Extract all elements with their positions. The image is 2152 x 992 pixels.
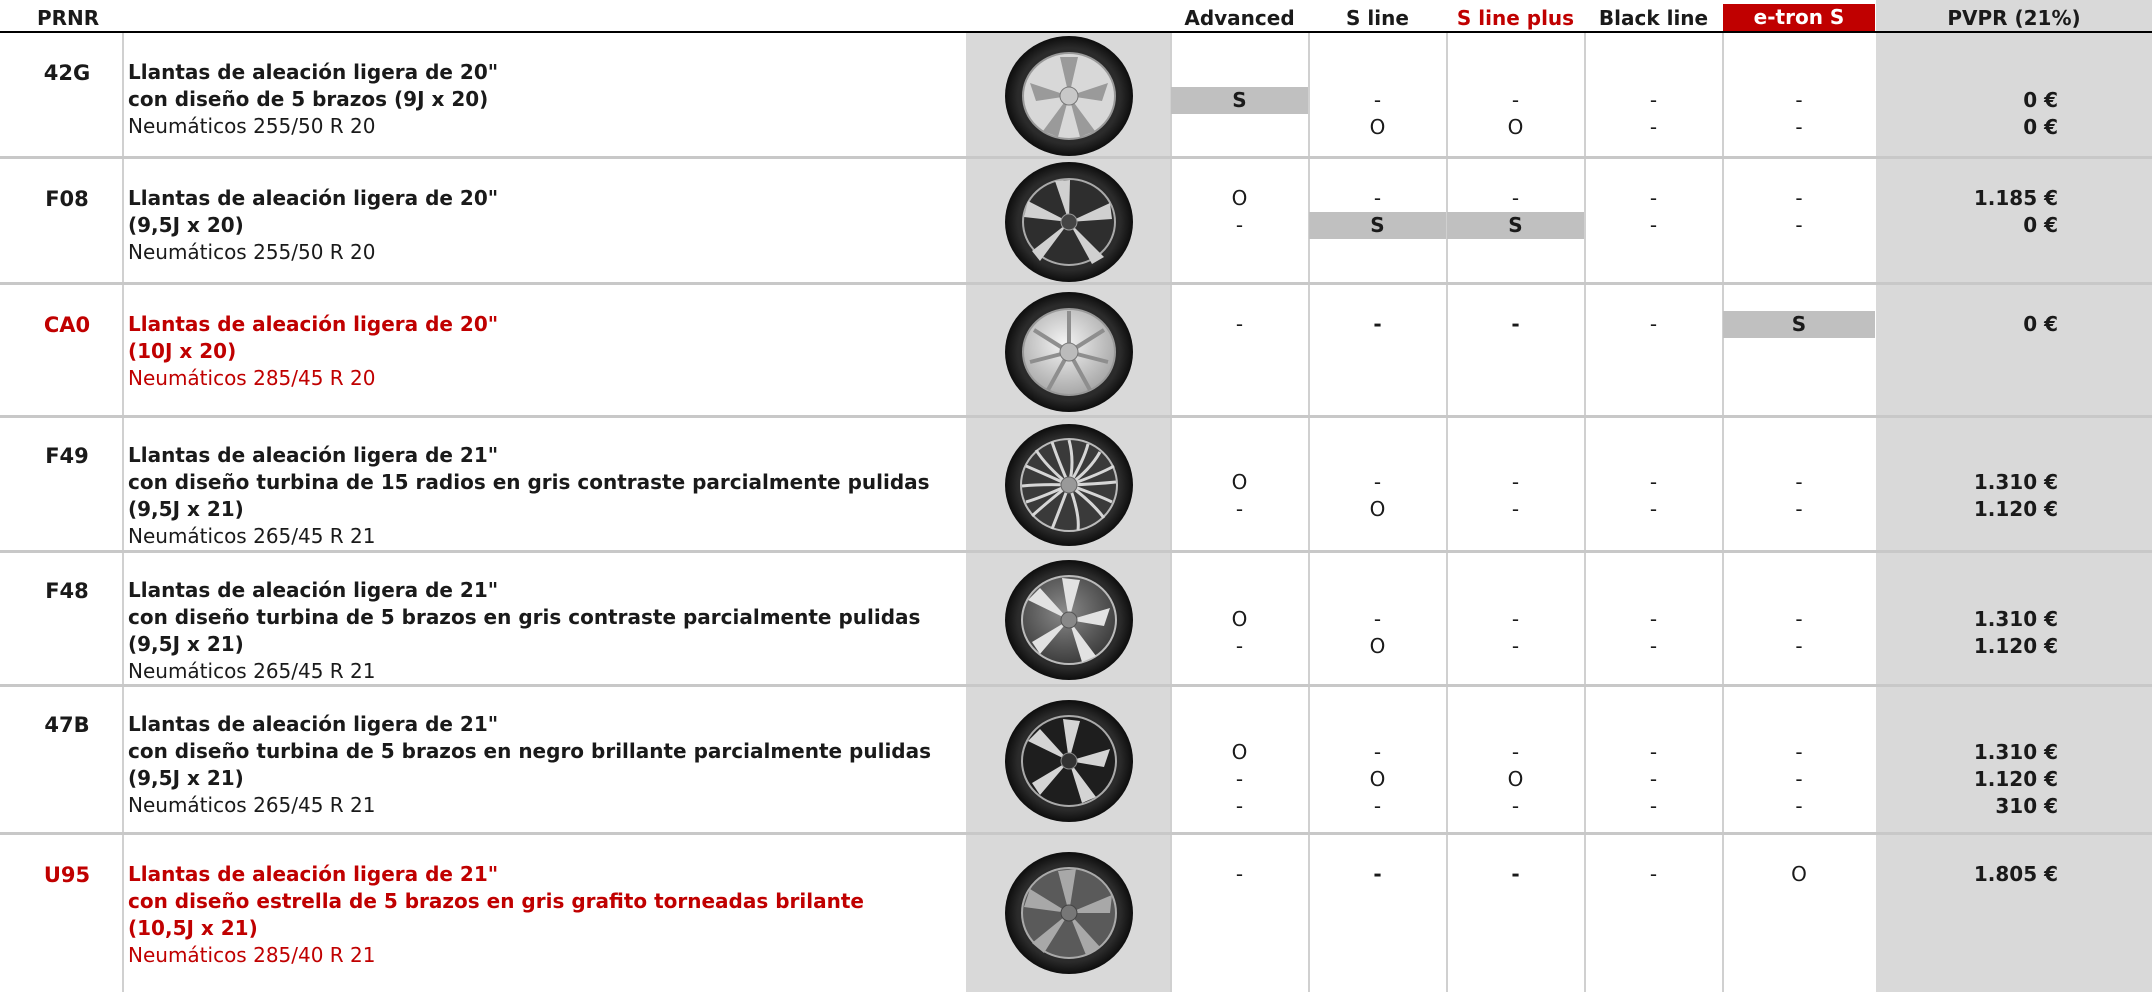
tyre-size: Neumáticos 265/45 R 21 <box>128 793 376 817</box>
cell-value: - <box>1373 794 1382 818</box>
cell-advanced <box>1171 311 1308 338</box>
cell-sline <box>1309 606 1446 660</box>
header-prnr: PRNR <box>37 6 100 30</box>
cell-value: - <box>1649 607 1658 631</box>
cell-value: 310 € <box>1995 794 2058 818</box>
cell-sline-plus <box>1447 606 1584 660</box>
cell-value: - <box>1649 634 1658 658</box>
cell-value: - <box>1649 186 1658 210</box>
cell-price <box>1876 469 2058 523</box>
description-line: Llantas de aleación ligera de 20" <box>128 186 499 210</box>
cell-value: - <box>1511 607 1520 631</box>
cell-value: 1.120 € <box>1973 767 2058 791</box>
cell-black-line <box>1585 606 1722 660</box>
wheel-description <box>128 59 498 140</box>
prnr-code: CA0 <box>43 313 91 337</box>
description-line: Llantas de aleación ligera de 21" <box>128 578 499 602</box>
cell-price <box>1876 185 2058 239</box>
cell-value: 1.805 € <box>1973 862 2058 886</box>
cell-value: 1.120 € <box>1973 634 2058 658</box>
cell-black-line <box>1585 739 1722 820</box>
cell-etron-s <box>1723 739 1875 820</box>
cell-value: - <box>1511 794 1520 818</box>
cell-value: - <box>1235 794 1244 818</box>
cell-value: - <box>1795 186 1803 210</box>
cell-value: - <box>1649 470 1658 494</box>
description-line: con diseño turbina de 15 radios en gris contraste parcialmente pulidas <box>128 470 930 494</box>
cell-sline <box>1309 469 1446 523</box>
cell-sline-plus <box>1447 739 1584 820</box>
cell-etron-s <box>1723 861 1875 888</box>
description-line: Llantas de aleación ligera de 20" <box>128 60 499 84</box>
cell-value: - <box>1511 634 1520 658</box>
cell-value: - <box>1511 862 1520 886</box>
cell-value: O <box>1369 767 1386 791</box>
cell-value: 0 € <box>2023 115 2058 139</box>
cell-value: - <box>1373 88 1382 112</box>
wheel-image <box>1000 161 1138 283</box>
cell-value: 1.310 € <box>1973 607 2058 631</box>
cell-etron-s <box>1723 311 1875 338</box>
description-line: con diseño de 5 brazos (9J x 20) <box>128 87 489 111</box>
cell-value: - <box>1373 740 1382 764</box>
tyre-size: Neumáticos 255/50 R 20 <box>128 114 376 138</box>
cell-value: - <box>1511 470 1520 494</box>
header-black-line: Black line <box>1598 6 1709 30</box>
cell-sline <box>1309 311 1446 338</box>
cell-value: - <box>1511 497 1520 521</box>
cell-price <box>1876 311 2058 338</box>
cell-value: - <box>1511 88 1520 112</box>
description-line: con diseño turbina de 5 brazos en gris contraste parcialmente pulidas <box>128 605 921 629</box>
description-line: (9,5J x 21) <box>128 497 244 521</box>
table-row <box>0 835 2152 992</box>
cell-price <box>1876 861 2058 888</box>
cell-value: O <box>1231 607 1248 631</box>
description-line: (10,5J x 21) <box>128 916 258 940</box>
cell-value: 0 € <box>2023 213 2058 237</box>
table-header <box>0 0 2152 33</box>
table-row <box>0 33 2152 159</box>
header-etron-s: e-tron S <box>1723 4 1875 31</box>
wheel-description <box>128 185 498 266</box>
table-row <box>0 553 2152 687</box>
cell-value: - <box>1235 634 1244 658</box>
cell-value: - <box>1649 497 1658 521</box>
description-line: Llantas de aleación ligera de 21" <box>128 443 499 467</box>
cell-value: - <box>1649 115 1658 139</box>
tyre-size: Neumáticos 255/50 R 20 <box>128 240 376 264</box>
cell-value: O <box>1507 767 1524 791</box>
cell-value: O <box>1231 470 1248 494</box>
cell-price <box>1876 87 2058 141</box>
prnr-code: 47B <box>44 713 90 737</box>
cell-sline-plus <box>1447 87 1584 141</box>
cell-value: S <box>1723 311 1875 338</box>
cell-value: - <box>1649 794 1658 818</box>
wheel-image <box>1000 849 1138 977</box>
cell-price <box>1876 739 2058 820</box>
cell-value: - <box>1795 470 1803 494</box>
cell-value: - <box>1795 213 1803 237</box>
wheel-image <box>1000 558 1138 682</box>
cell-value: 1.120 € <box>1973 497 2058 521</box>
cell-sline-plus <box>1447 311 1584 338</box>
description-line: con diseño estrella de 5 brazos en gris grafito torneadas brilante <box>128 889 864 913</box>
cell-black-line <box>1585 185 1722 239</box>
cell-value: - <box>1235 862 1244 886</box>
description-line: con diseño turbina de 5 brazos en negro brillante parcialmente pulidas <box>128 739 932 763</box>
cell-value: O <box>1231 186 1248 210</box>
cell-value: S <box>1447 212 1584 239</box>
tyre-size: Neumáticos 285/40 R 21 <box>128 943 376 967</box>
prnr-code: U95 <box>43 863 91 887</box>
prnr-code: F49 <box>45 444 89 468</box>
cell-advanced <box>1171 87 1308 114</box>
cell-value: O <box>1369 115 1386 139</box>
table-row <box>0 418 2152 553</box>
tyre-size: Neumáticos 265/45 R 21 <box>128 659 376 683</box>
header-sline-plus: S line plus <box>1456 6 1575 30</box>
cell-value: - <box>1649 767 1658 791</box>
cell-value: S <box>1171 87 1308 114</box>
wheel-image <box>1000 290 1138 414</box>
cell-value: 1.185 € <box>1973 186 2058 210</box>
cell-value: - <box>1795 794 1803 818</box>
cell-value: - <box>1795 115 1803 139</box>
cell-sline-plus <box>1447 861 1584 888</box>
cell-value: - <box>1511 186 1520 210</box>
cell-value: - <box>1373 862 1382 886</box>
description-line: (10J x 20) <box>128 339 237 363</box>
cell-advanced <box>1171 861 1308 888</box>
header-advanced: Advanced <box>1184 6 1295 30</box>
table-row <box>0 687 2152 835</box>
description-line: Llantas de aleación ligera de 21" <box>128 862 499 886</box>
description-line: Llantas de aleación ligera de 21" <box>128 712 499 736</box>
cell-value: - <box>1235 497 1244 521</box>
cell-advanced <box>1171 739 1308 820</box>
description-line: Llantas de aleación ligera de 20" <box>128 312 499 336</box>
cell-price <box>1876 606 2058 660</box>
wheel-description <box>128 442 930 550</box>
cell-value: - <box>1795 607 1803 631</box>
cell-advanced <box>1171 185 1308 239</box>
cell-value: 0 € <box>2023 88 2058 112</box>
cell-black-line <box>1585 469 1722 523</box>
description-line: (9,5J x 20) <box>128 213 244 237</box>
wheel-description <box>128 577 920 685</box>
cell-black-line <box>1585 311 1722 338</box>
description-line: (9,5J x 21) <box>128 632 244 656</box>
cell-value: - <box>1795 88 1803 112</box>
cell-value: - <box>1649 740 1658 764</box>
tyre-size: Neumáticos 265/45 R 21 <box>128 524 376 548</box>
cell-value: - <box>1235 767 1244 791</box>
cell-value: - <box>1511 312 1520 336</box>
wheel-image <box>1000 422 1138 548</box>
cell-sline <box>1309 739 1446 820</box>
cell-value: - <box>1373 607 1382 631</box>
cell-black-line <box>1585 87 1722 141</box>
cell-etron-s <box>1723 469 1875 523</box>
cell-value: - <box>1795 767 1803 791</box>
cell-value: - <box>1649 862 1658 886</box>
wheel-image <box>1000 35 1138 157</box>
cell-value: - <box>1795 497 1803 521</box>
cell-advanced <box>1171 606 1308 660</box>
wheel-description <box>128 711 931 819</box>
cell-sline <box>1309 861 1446 888</box>
description-line: (9,5J x 21) <box>128 766 244 790</box>
cell-value: S <box>1309 212 1446 239</box>
cell-value: O <box>1231 740 1248 764</box>
prnr-code: F48 <box>45 579 89 603</box>
wheel-description <box>128 861 864 969</box>
cell-sline-plus <box>1447 469 1584 523</box>
wheel-image <box>1000 697 1138 825</box>
cell-value: - <box>1373 312 1382 336</box>
cell-value: O <box>1369 634 1386 658</box>
cell-value: - <box>1373 186 1382 210</box>
cell-value: 0 € <box>2023 312 2058 336</box>
cell-value: - <box>1235 213 1244 237</box>
cell-value: - <box>1649 213 1658 237</box>
cell-advanced <box>1171 469 1308 523</box>
cell-value: 1.310 € <box>1973 470 2058 494</box>
cell-sline <box>1309 87 1446 141</box>
cell-value: - <box>1649 312 1658 336</box>
cell-value: - <box>1373 470 1382 494</box>
cell-sline <box>1309 185 1446 239</box>
prnr-code: 42G <box>43 61 91 85</box>
cell-value: - <box>1795 740 1803 764</box>
table-row <box>0 285 2152 418</box>
cell-value: 1.310 € <box>1973 740 2058 764</box>
header-pvpr: PVPR (21%) <box>1947 6 2081 30</box>
cell-value: O <box>1791 862 1807 886</box>
cell-value: - <box>1649 88 1658 112</box>
cell-black-line <box>1585 861 1722 888</box>
cell-sline-plus <box>1447 185 1584 239</box>
prnr-code: F08 <box>45 187 89 211</box>
tyre-size: Neumáticos 285/45 R 20 <box>128 366 376 390</box>
cell-etron-s <box>1723 87 1875 141</box>
cell-value: - <box>1235 312 1244 336</box>
cell-value: O <box>1369 497 1386 521</box>
cell-value: O <box>1507 115 1524 139</box>
table-row <box>0 159 2152 285</box>
cell-value: - <box>1795 634 1803 658</box>
wheel-description <box>128 311 498 392</box>
header-sline: S line <box>1346 6 1409 30</box>
cell-etron-s <box>1723 606 1875 660</box>
cell-value: - <box>1511 740 1520 764</box>
cell-etron-s <box>1723 185 1875 239</box>
